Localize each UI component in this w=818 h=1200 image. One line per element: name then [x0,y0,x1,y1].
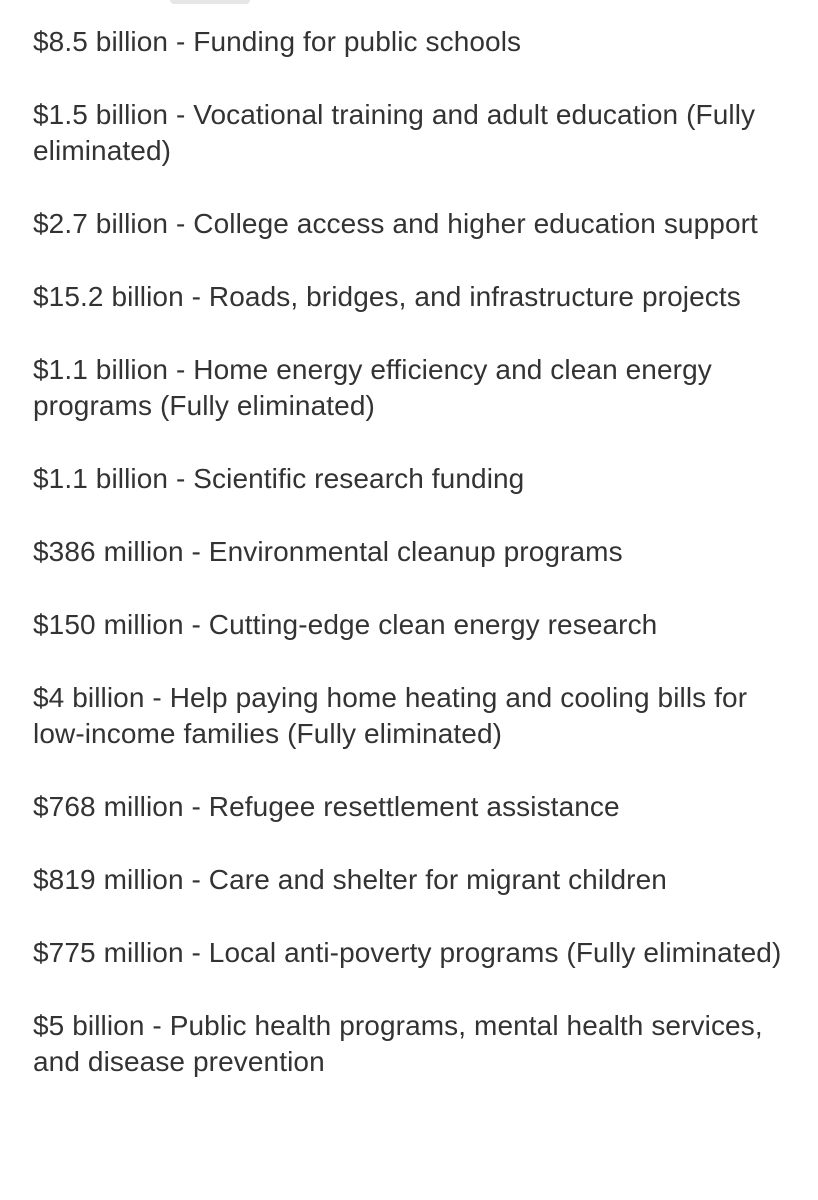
list-item: $819 million - Care and shelter for migrant children [33,864,667,895]
list-item: $2.7 billion - College access and higher education support [33,208,758,239]
list-item: $1.1 billion - Scientific research funding [33,463,525,494]
list-item: $150 million - Cutting-edge clean energy research [33,609,658,640]
list-item: $5 billion - Public health programs, mental health services, and disease prevention [33,1010,763,1077]
list-item: $1.1 billion - Home energy efficiency and clean energy programs (Fully eliminated) [33,354,712,421]
list-item: $775 million - Local anti-poverty programs (Fully eliminated) [33,937,782,968]
list-item: $768 million - Refugee resettlement assistance [33,791,620,822]
list-item: $8.5 billion - Funding for public schools [33,26,522,57]
funding-cuts-list [33,24,798,1080]
list-item: $4 billion - Help paying home heating and cooling bills for low-income families (Fully eliminated) [33,682,748,749]
list-item: $386 million - Environmental cleanup programs [33,536,623,567]
list-item: $1.5 billion - Vocational training and adult education (Fully eliminated) [33,99,756,166]
list-item: $15.2 billion - Roads, bridges, and infrastructure projects [33,281,741,312]
scroll-indicator [170,0,250,4]
